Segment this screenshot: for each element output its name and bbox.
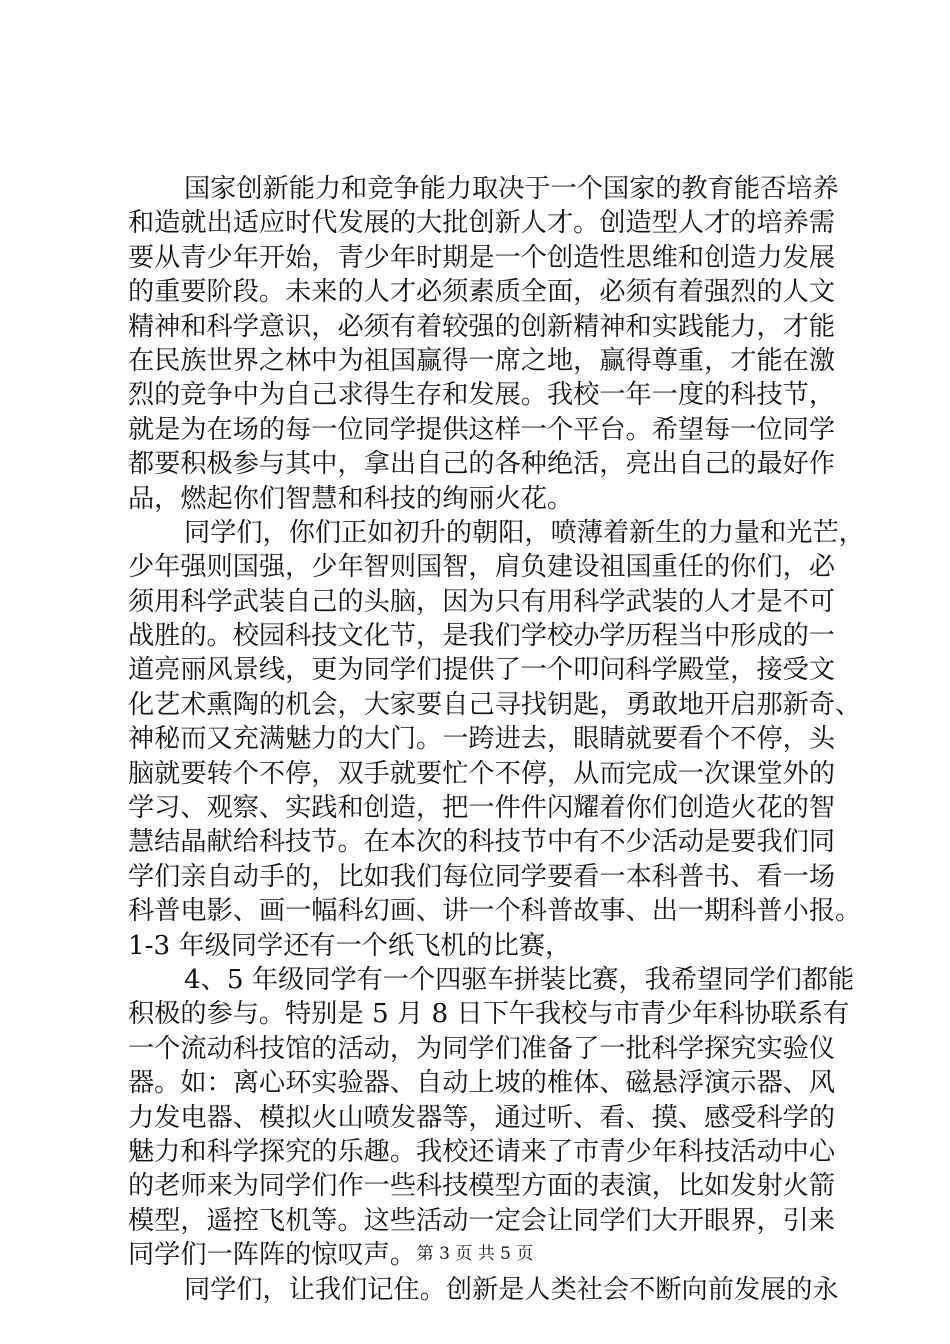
text-line: 积极的参与。特别是 5 月 8 日下午我校与市青少年科协联系有 — [128, 999, 850, 1030]
text-line: 魅力和科学探究的乐趣。我校还请来了市青少年科技活动中心 — [128, 1136, 836, 1167]
text-line: 道亮丽风景线，更为同学们提供了一个叩问科学殿堂，接受文 — [128, 655, 836, 686]
text-line: 须用科学武装自己的头脑，因为只有用科学武装的人才是不可 — [128, 586, 836, 617]
text-line: 要从青少年开始，青少年时期是一个创造性思维和创造力发展 — [128, 242, 836, 273]
text-line: 同学们，你们正如初升的朝阳，喷薄着新生的力量和光芒， — [184, 517, 865, 548]
text-line: 烈的竞争中为自己求得生存和发展。我校一年一度的科技节， — [128, 380, 836, 411]
text-line: 模型，遥控飞机等。这些活动一定会让同学们大开眼界，引来 — [128, 1205, 836, 1236]
text-line: 品，燃起你们智慧和科技的绚丽火花。 — [128, 483, 574, 514]
text-line: 国家创新能力和竞争能力取决于一个国家的教育能否培养 — [184, 174, 839, 204]
text-line: 化艺术熏陶的机会，大家要自己寻找钥匙，勇敢地开启那新奇、 — [128, 689, 862, 720]
text-line: 战胜的。校园科技文化节，是我们学校办学历程当中形成的一 — [128, 621, 836, 652]
text-line: 学习、观察、实践和创造，把一件件闪耀着你们创造火花的智 — [128, 793, 836, 824]
body-text — [128, 172, 865, 1307]
text-line: 脑就要转个不停，双手就要忙个不停，从而完成一次课堂外的 — [128, 758, 836, 789]
text-line: 的重要阶段。未来的人才必须素质全面，必须有着强烈的人文 — [128, 277, 836, 308]
text-line: 学们亲自动手的，比如我们每位同学要看一本科普书、看一场 — [128, 861, 836, 892]
text-line: 少年强则国强，少年智则国智，肩负建设祖国重任的你们，必 — [128, 552, 836, 583]
text-line: 就是为在场的每一位同学提供这样一个平台。希望每一位同学 — [128, 414, 836, 445]
text-line: 神秘而又充满魅力的大门。一跨进去，眼睛就要看个不停，头 — [128, 724, 836, 755]
text-line: 器。如：离心环实验器、自动上坡的椎体、磁悬浮演示器、风 — [128, 1068, 836, 1099]
text-line: 4、5 年级同学有一个四驱车拼装比赛，我希望同学们都能 — [184, 964, 855, 995]
text-line: 都要积极参与其中，拿出自己的各种绝活，亮出自己的最好作 — [128, 449, 836, 480]
text-line: 的老师来为同学们作一些科技模型方面的表演，比如发射火箭 — [128, 1171, 836, 1202]
text-line: 科普电影、画一幅科幻画、讲一个科普故事、出一期科普小报。 — [128, 896, 862, 927]
text-line: 一个流动科技馆的活动，为同学们准备了一批科学探究实验仪 — [128, 1033, 836, 1064]
text-line: 同学们，让我们记住。创新是人类社会不断向前发展的永 — [184, 1274, 839, 1305]
text-line: 力发电器、模拟火山喷发器等，通过听、看、摸、感受科学的 — [128, 1102, 836, 1133]
page-footer: 第 3 页 共 5 页 — [416, 1244, 534, 1264]
text-line: 和造就出适应时代发展的大批创新人才。创造型人才的培养需 — [128, 208, 836, 239]
text-line: 1-3 年级同学还有一个纸飞机的比赛， — [128, 930, 572, 961]
text-line: 同学们一阵阵的惊叹声。 — [128, 1240, 417, 1271]
text-line: 精神和科学意识，必须有着较强的创新精神和实践能力，才能 — [128, 311, 836, 342]
text-line: 慧结晶献给科技节。在本次的科技节中有不少活动是要我们同 — [128, 827, 836, 858]
text-line: 在民族世界之林中为祖国赢得一席之地，赢得尊重，才能在激 — [128, 345, 836, 376]
